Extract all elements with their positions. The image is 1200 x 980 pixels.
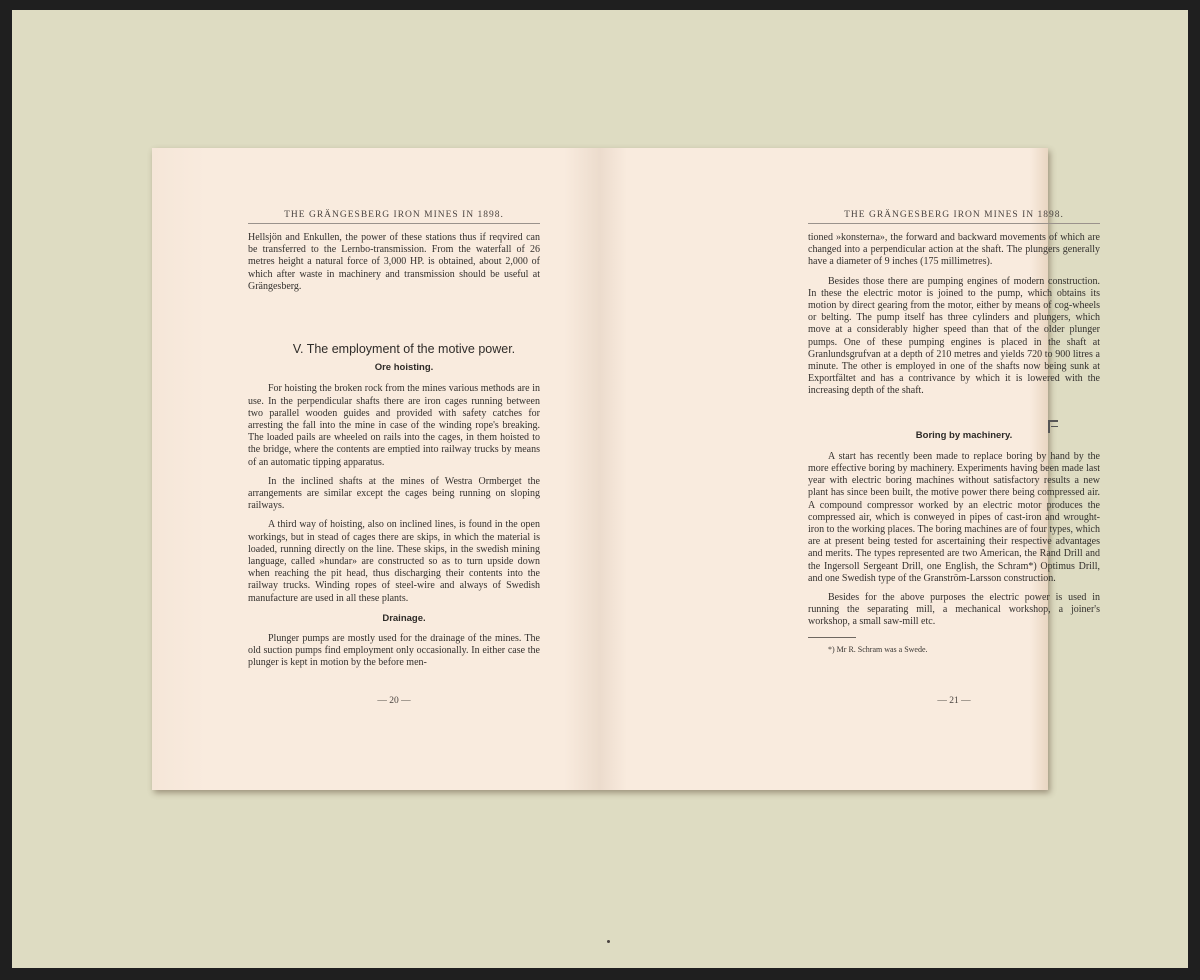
left-opening-paragraph: Hellsjön and Enkullen, the power of these stations thus if reqvired can be transferred to the Lernbo-transmission. From the waterfall of 26 metres height a natural force of 3,000 HP. is obtained, about 2,000 of which after waste in machinery and transmission should be useful at Grängesberg.: [248, 232, 540, 292]
ore-hoisting-paragraph-2: In the inclined shafts at the mines of Westra Ormberget the arrangements are similar except the cages being running on sloping railways.: [248, 475, 540, 512]
left-page: [152, 148, 600, 790]
boring-paragraph-2: Besides for the above purposes the electric power is used in running the separating mill, a mechanical workshop, a joiner's workshop, a small saw-mill etc.: [808, 592, 1100, 628]
right-page-text: [808, 232, 1100, 656]
right-page: [600, 148, 1100, 790]
chapter-title: V. The employment of the motive power.: [292, 342, 516, 357]
left-page-text: [248, 232, 540, 670]
pumps-paragraph-2: Besides those there are pumping engines of modern construction. In these the electric motor is joined to the pump, which obtains its motion by direct gearing from the motor, either by means of cog-wheels or belting. The pump itself has three cylinders and plungers, which move at a considerably higher speed than that of the older plunger pumps. One of these pumping engines is placed in the shaft at Granlundsgrufvan at a depth of 210 metres and yields 720 to 900 litres a minute. The other is employed in one of the shafts now being sunk at Exportfältet and has a contrivance by which it is lowered with the increasing depth of the shaft.: [808, 275, 1100, 397]
paper-clip-mark: [1046, 420, 1060, 434]
boring-paragraph-1: A start has recently been made to replace boring by hand by the more effective boring by machinery. Experiments having been made last year with electric boring machines without satisfactory results a new plant has since been built, the motive power there being compressed air. A compound compressor worked by an electric motor produces the compressed air, which is conweyed in pipes of cast-iron and wrought-iron to the working places. The boring machines are of four types, which are at present being tested for ascertaining their respective advantages and merits. The types represented are two American, the Rand Drill and the Ingersoll Sergeant Drill, one English, the Schram*) Optimus Drill, and one Swedish type of the Granström-Larsson construction.: [808, 450, 1100, 584]
right-page-number: — 21 —: [937, 696, 971, 706]
drainage-paragraph-1: Plunger pumps are mostly used for the drainage of the mines. The old suction pumps find employment only occasionally. In either case the plunger is kept in motion by the before men-: [248, 633, 540, 669]
footnote-rule: [808, 637, 856, 638]
right-running-head: THE GRÄNGESBERG IRON MINES IN 1898.: [808, 210, 1100, 224]
left-page-number: — 20 —: [377, 696, 411, 706]
footnote: *) Mr R. Schram was a Swede.: [828, 644, 928, 654]
section-title-boring: Boring by machinery.: [915, 429, 1013, 441]
right-opening-paragraph: tioned »konsterna», the forward and backward movements of which are changed into a perpendicular action at the shaft. The plungers generally have a diameter of 9 inches (175 millimetres).: [808, 232, 1100, 268]
open-booklet: [152, 148, 1100, 790]
ore-hoisting-paragraph-1: For hoisting the broken rock from the mines various methods are in use. In the perpendicular shafts there are iron cages running between two parallel wooden guides and provided with safety catches for arresting the fall into the mine in case of the winding rope's breaking. The loaded pails are wheeled on rails into the cages, in them hoisted to the bridge, where the contents are emptied into railway trucks by means of an automatic tipping apparatus.: [248, 383, 540, 468]
section-title-drainage: Drainage.: [382, 612, 426, 624]
board-speck: [607, 940, 610, 943]
ore-hoisting-paragraph-3: A third way of hoisting, also on inclined lines, is found in the open workings, but in stead of cages there are skips, in which the material is loaded, running directly on the line. These skips, in the swedish mining language, called »hundar» are constructed so as to turn upside down when reaching the pit head, thus discharging their contents into the railway trucks. Winding ropes of steel-wire and always of Swedish manufacture are used in all these plants.: [248, 519, 540, 604]
left-running-head: THE GRÄNGESBERG IRON MINES IN 1898.: [248, 210, 540, 224]
section-title-ore-hoisting: Ore hoisting.: [374, 362, 434, 374]
